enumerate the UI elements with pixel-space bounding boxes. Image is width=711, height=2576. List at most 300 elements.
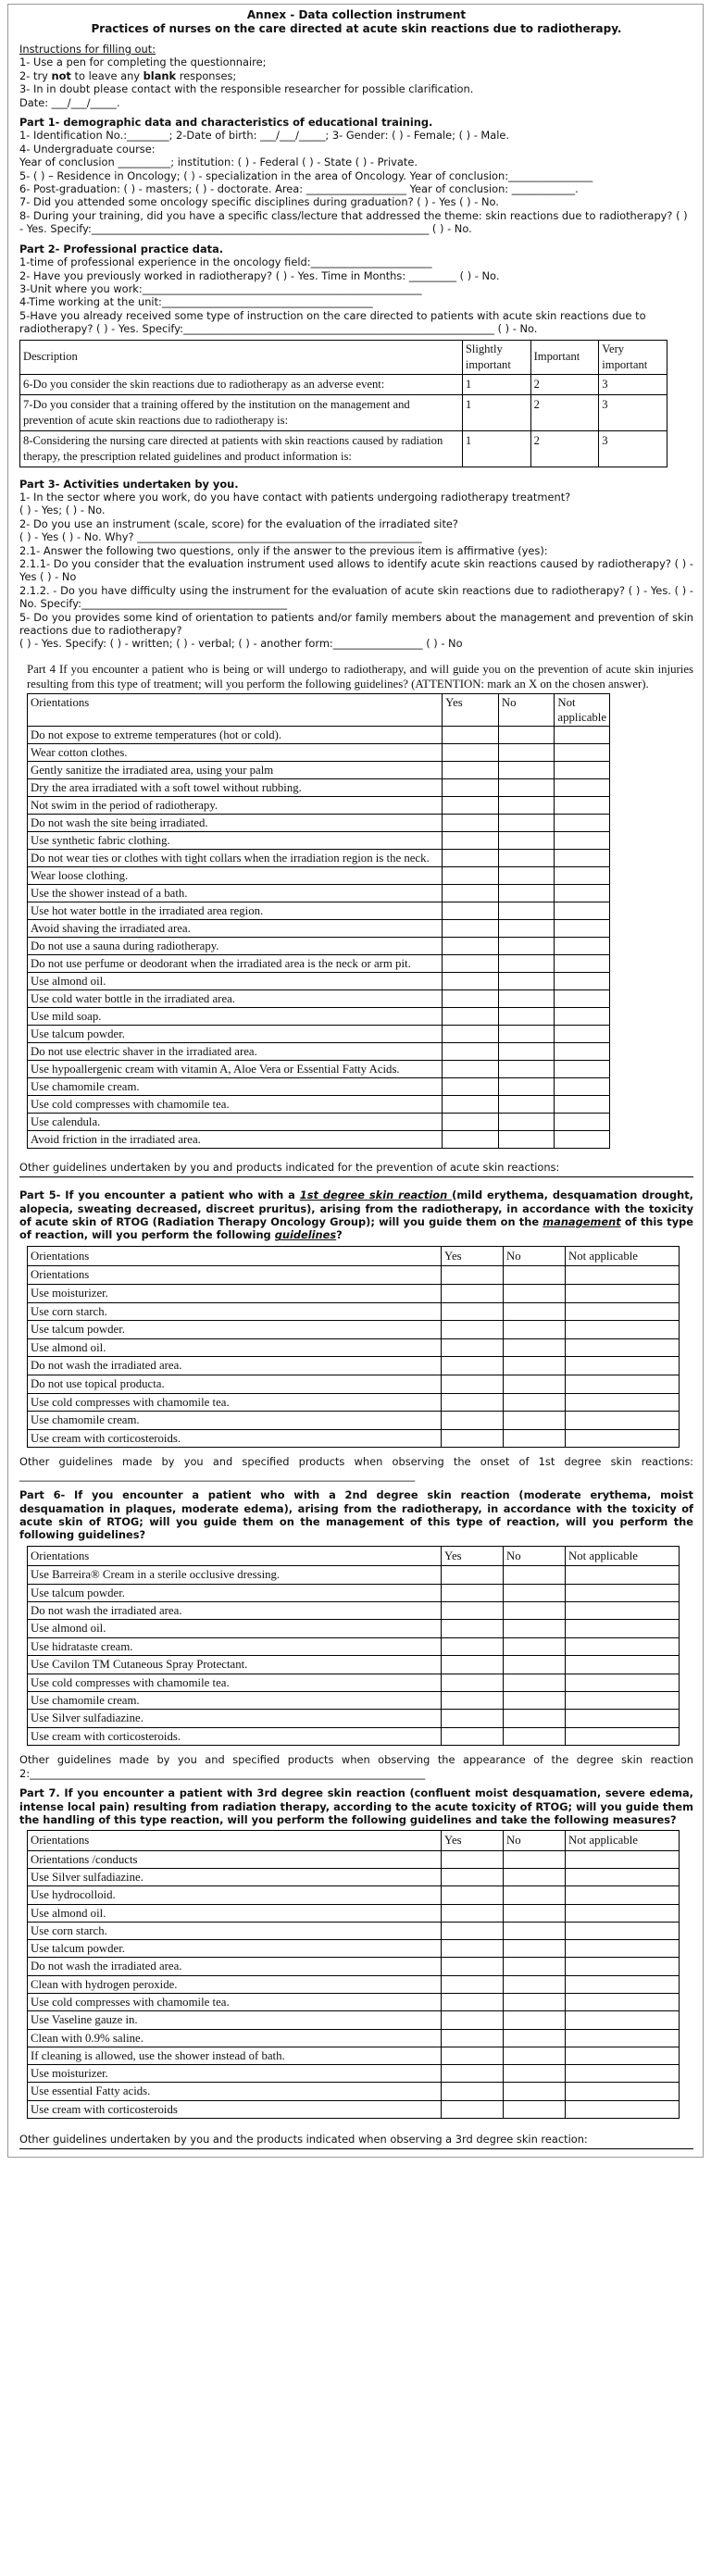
rating-option-cell[interactable]: 3: [599, 394, 667, 430]
part3-line-4: ( ) - Yes ( ) - No. Why? ______________________________________________________: [19, 530, 422, 544]
no-answer-cell[interactable]: [504, 1922, 566, 1939]
yes-answer-cell[interactable]: [442, 2029, 504, 2047]
header-not-applicable: Not applicable: [566, 1246, 680, 1266]
not-applicable-answer-cell[interactable]: [555, 1042, 610, 1060]
no-answer-cell[interactable]: [504, 1710, 566, 1727]
not-applicable-answer-cell[interactable]: [555, 1095, 610, 1113]
orientation-cell: Use chamomile cream.: [28, 1077, 443, 1095]
not-applicable-answer-cell[interactable]: [555, 1130, 610, 1148]
not-applicable-answer-cell[interactable]: [555, 919, 610, 937]
no-answer-cell[interactable]: [498, 1077, 555, 1095]
yes-answer-cell[interactable]: [443, 726, 499, 743]
not-applicable-answer-cell[interactable]: [555, 831, 610, 849]
table-row: [28, 1692, 680, 1710]
yes-answer-cell[interactable]: [443, 1113, 499, 1130]
header-description: Description: [20, 340, 463, 374]
yes-answer-cell[interactable]: [442, 1850, 504, 1868]
part2-line-3: 3-Unit where you work:_____________________________________________________: [19, 281, 422, 295]
header-yes: Yes: [442, 1546, 504, 1565]
yes-answer-cell[interactable]: [442, 1429, 504, 1448]
not-applicable-answer-cell[interactable]: [555, 849, 610, 866]
orientation-cell: Use cream with corticosteroids.: [28, 1429, 442, 1448]
not-applicable-answer-cell[interactable]: [566, 1338, 680, 1357]
importance-row: [20, 394, 667, 430]
not-applicable-answer-cell[interactable]: [566, 1429, 680, 1448]
table-row: [28, 1975, 680, 1993]
not-applicable-answer-cell[interactable]: [555, 796, 610, 814]
not-applicable-answer-cell[interactable]: [566, 1904, 680, 1922]
no-answer-cell[interactable]: [504, 1584, 566, 1601]
no-answer-cell[interactable]: [498, 1130, 555, 1148]
not-applicable-answer-cell[interactable]: [566, 1656, 680, 1674]
not-applicable-answer-cell[interactable]: [566, 2047, 680, 2064]
not-applicable-answer-cell[interactable]: [566, 1620, 680, 1637]
yes-answer-cell[interactable]: [443, 937, 499, 954]
part6-heading: Part 6- If you encounter a patient who with a 2nd degree skin reaction (moderate erythema, moist desquamation in plaques, moderate edema), arising from the radiotherapy, in accordance with the toxicity of acute skin of RTOG; will you guide them on the management of this type of reaction, will you perform the following guidelines?: [19, 1488, 693, 1542]
table-row: [28, 1095, 610, 1113]
no-answer-cell[interactable]: [498, 726, 555, 743]
part1-line-4: 5- ( ) – Residence in Oncology; ( ) - specialization in the area of Oncology. Year of conclusion:________________: [19, 168, 593, 182]
yes-answer-cell[interactable]: [442, 2047, 504, 2064]
not-applicable-answer-cell[interactable]: [566, 1321, 680, 1339]
orientation-cell: Use cold water bottle in the irradiated area.: [28, 989, 443, 1007]
yes-answer-cell[interactable]: [442, 1886, 504, 1904]
table-row: [28, 2100, 680, 2118]
yes-answer-cell[interactable]: [442, 1975, 504, 1993]
orientation-cell: Do not use perfume or deodorant when the irradiated area is the neck or arm pit.: [28, 954, 443, 972]
orientation-cell: If cleaning is allowed, use the shower instead of bath.: [28, 2047, 442, 2064]
orientation-cell: Clean with 0.9% saline.: [28, 2029, 442, 2047]
no-answer-cell[interactable]: [498, 814, 555, 831]
no-answer-cell[interactable]: [498, 849, 555, 866]
part3-body: [19, 491, 693, 651]
rating-option-cell[interactable]: 2: [530, 394, 599, 430]
rating-option-cell[interactable]: 1: [462, 374, 530, 394]
table-row: [28, 1113, 610, 1130]
no-answer-cell[interactable]: [504, 1674, 566, 1691]
yes-answer-cell[interactable]: [442, 1602, 504, 1620]
header-yes: Yes: [442, 1831, 504, 1850]
yes-answer-cell[interactable]: [442, 1338, 504, 1357]
orientation-cell: Use calendula.: [28, 1113, 443, 1130]
not-applicable-answer-cell[interactable]: [566, 1850, 680, 1868]
not-applicable-answer-cell[interactable]: [566, 2100, 680, 2118]
part6-table: [27, 1546, 680, 1746]
not-applicable-answer-cell[interactable]: [566, 1302, 680, 1321]
yes-answer-cell[interactable]: [442, 1940, 504, 1958]
header-very-important: Very important: [599, 340, 667, 374]
not-applicable-answer-cell[interactable]: [566, 1886, 680, 1904]
yes-answer-cell[interactable]: [442, 2011, 504, 2029]
table-row: [28, 884, 610, 902]
orientation-cell: Use corn starch.: [28, 1302, 442, 1321]
no-answer-cell[interactable]: [498, 778, 555, 796]
part7-table-header: [28, 1831, 680, 1850]
part3-line-9: ( ) - Yes. Specify: ( ) - written; ( ) - verbal; ( ) - another form:_________________ ( ) - No: [19, 637, 463, 651]
orientation-cell: Use synthetic fabric clothing.: [28, 831, 443, 849]
orientation-cell: Use Silver sulfadiazine.: [28, 1710, 442, 1727]
no-answer-cell[interactable]: [498, 1007, 555, 1025]
not-applicable-answer-cell[interactable]: [555, 1077, 610, 1095]
no-answer-cell[interactable]: [504, 2083, 566, 2100]
yes-answer-cell[interactable]: [443, 1077, 499, 1095]
instructions-heading: Instructions for filling out:: [19, 43, 156, 56]
question-cell: 6-Do you consider the skin reactions due to radiotherapy as an adverse event:: [20, 374, 463, 394]
table-row: [28, 1886, 680, 1904]
no-answer-cell[interactable]: [504, 1321, 566, 1339]
not-applicable-answer-cell[interactable]: [566, 1922, 680, 1939]
part7-table: [27, 1830, 680, 2119]
rating-option-cell[interactable]: 2: [530, 374, 599, 394]
orientation-cell: Use hypoallergenic cream with vitamin A, Aloe Vera or Essential Fatty Acids.: [28, 1060, 443, 1077]
orientation-cell: Avoid shaving the irradiated area.: [28, 919, 443, 937]
table-row: [28, 1868, 680, 1885]
no-answer-cell[interactable]: [498, 1060, 555, 1077]
not-applicable-answer-cell[interactable]: [555, 814, 610, 831]
orientation-cell: Use cream with corticosteroids.: [28, 1727, 442, 1745]
yes-answer-cell[interactable]: [442, 1375, 504, 1394]
yes-answer-cell[interactable]: [443, 1095, 499, 1113]
orientation-cell: Do not wear ties or clothes with tight collars when the irradiation region is the neck.: [28, 849, 443, 866]
no-answer-cell[interactable]: [504, 1412, 566, 1430]
rating-option-cell[interactable]: 2: [530, 430, 599, 467]
yes-answer-cell[interactable]: [442, 1357, 504, 1375]
no-answer-cell[interactable]: [498, 1042, 555, 1060]
yes-answer-cell[interactable]: [443, 954, 499, 972]
table-row: [28, 1710, 680, 1727]
part6-table-header: [28, 1546, 680, 1565]
not-applicable-answer-cell[interactable]: [566, 1868, 680, 1885]
not-applicable-answer-cell[interactable]: [566, 1674, 680, 1691]
table-row: [28, 1302, 680, 1321]
orientation-cell: Do not wash the irradiated area.: [28, 1958, 442, 1975]
not-applicable-answer-cell[interactable]: [555, 866, 610, 884]
orientation-cell: Avoid friction in the irradiated area.: [28, 1130, 443, 1148]
orientation-cell: Not swim in the period of radiotherapy.: [28, 796, 443, 814]
not-applicable-answer-cell[interactable]: [566, 1357, 680, 1375]
yes-answer-cell[interactable]: [442, 1584, 504, 1601]
no-answer-cell[interactable]: [504, 1656, 566, 1674]
yes-answer-cell[interactable]: [442, 1710, 504, 1727]
orientation-cell: Do not wash the irradiated area.: [28, 1357, 442, 1375]
no-answer-cell[interactable]: [498, 1025, 555, 1042]
part2-line-5: 5-Have you already received some type of instruction on the care directed to patients with acute skin reactions due to radiotherapy? ( ) - Yes. Specify:___________________________________________________________ ( ) - No.: [19, 308, 646, 336]
header-orientations: Orientations: [28, 1246, 442, 1266]
not-applicable-answer-cell[interactable]: [566, 2083, 680, 2100]
part3-line-6: 2.1.1- Do you consider that the evaluation instrument used allows to identify acute skin reactions caused by radiotherapy? ( ) - Yes ( ) - No: [19, 556, 693, 584]
part1-heading: Part 1- demographic data and characteristics of educational training.: [19, 116, 433, 130]
no-answer-cell[interactable]: [504, 1620, 566, 1637]
no-answer-cell[interactable]: [498, 796, 555, 814]
yes-answer-cell[interactable]: [442, 1868, 504, 1885]
no-answer-cell[interactable]: [504, 1993, 566, 2010]
rating-option-cell[interactable]: 1: [462, 430, 530, 467]
table-row: [28, 2065, 680, 2083]
no-answer-cell[interactable]: [504, 1429, 566, 1448]
not-applicable-answer-cell[interactable]: [566, 1566, 680, 1584]
no-answer-cell[interactable]: [504, 1727, 566, 1745]
orientation-cell: Dry the area irradiated with a soft towel without rubbing.: [28, 778, 443, 796]
table-row: [28, 1375, 680, 1394]
part3-line-2: ( ) - Yes; ( ) - No.: [19, 504, 106, 517]
not-applicable-answer-cell[interactable]: [566, 1692, 680, 1710]
table-row: [28, 2029, 680, 2047]
no-answer-cell[interactable]: [504, 1375, 566, 1394]
no-answer-cell[interactable]: [498, 1113, 555, 1130]
part1-line-7: 8- During your training, did you have a specific class/lecture that addressed the theme: skin reactions due to radiotherapy? ( ) - Yes. Specify:________________________________________________________________ ( ) - No.: [19, 208, 688, 236]
not-applicable-answer-cell[interactable]: [555, 937, 610, 954]
no-answer-cell[interactable]: [504, 2065, 566, 2083]
not-applicable-answer-cell[interactable]: [555, 1060, 610, 1077]
yes-answer-cell[interactable]: [443, 902, 499, 919]
not-applicable-answer-cell[interactable]: [555, 743, 610, 761]
document-title: Annex - Data collection instrument: [246, 8, 467, 21]
yes-answer-cell[interactable]: [442, 1692, 504, 1710]
no-answer-cell[interactable]: [498, 937, 555, 954]
orientation-cell: Use moisturizer.: [28, 2065, 442, 2083]
no-answer-cell[interactable]: [504, 1868, 566, 1885]
yes-answer-cell[interactable]: [442, 1266, 504, 1285]
yes-answer-cell[interactable]: [443, 1060, 499, 1077]
yes-answer-cell[interactable]: [442, 1993, 504, 2010]
part7-heading: Part 7. If you encounter a patient with 3rd degree skin reaction (confluent moist desquamation, severe edema, intense local pain) resulting from radiation therapy, according to the acute toxicity of RTOG; will you guide them the handling of this type reaction, will you perform the following guidelines and take the following measures?: [19, 1786, 693, 1826]
not-applicable-answer-cell[interactable]: [555, 884, 610, 902]
not-applicable-answer-cell[interactable]: [566, 2065, 680, 2083]
table-row: [28, 761, 610, 778]
no-answer-cell[interactable]: [504, 2100, 566, 2118]
date-field: Date: ___/___/_____.: [19, 95, 120, 109]
no-answer-cell[interactable]: [498, 989, 555, 1007]
not-applicable-answer-cell[interactable]: [566, 2029, 680, 2047]
yes-answer-cell[interactable]: [443, 1025, 499, 1042]
yes-answer-cell[interactable]: [442, 1727, 504, 1745]
no-answer-cell[interactable]: [498, 884, 555, 902]
not-applicable-answer-cell[interactable]: [566, 1958, 680, 1975]
not-applicable-answer-cell[interactable]: [566, 1393, 680, 1412]
orientation-cell: Use Barreira® Cream in a sterile occlusive dressing.: [28, 1566, 442, 1584]
yes-answer-cell[interactable]: [443, 919, 499, 937]
header-no: No: [498, 693, 555, 726]
no-answer-cell[interactable]: [504, 1602, 566, 1620]
not-applicable-answer-cell[interactable]: [566, 1993, 680, 2010]
not-applicable-answer-cell[interactable]: [566, 1412, 680, 1430]
part5-heading: Part 5- If you encounter a patient who with a 1st degree skin reaction (mild erythema, desquamation drought, alopecia, sweating decreased, discreet pruritus), arising from the radiotherapy, in accordance with the toxicity of acute skin of RTOG (Radiation Therapy Oncology Group); will you guide them on the management of this type of reaction, will you perform the following guidelines?: [19, 1188, 693, 1242]
table-row: [28, 1602, 680, 1620]
no-answer-cell[interactable]: [504, 1566, 566, 1584]
orientation-cell: Use talcum powder.: [28, 1584, 442, 1601]
no-answer-cell[interactable]: [498, 954, 555, 972]
no-answer-cell[interactable]: [504, 1975, 566, 1993]
part4-intro: Part 4 If you encounter a patient who is being or will undergo to radiotherapy, and will guide you on the prevention of acute skin injuries resulting from this type of treatment; will you perform the following guidelines? (ATTENTION: mark an X on the chosen answer).: [27, 662, 693, 691]
yes-answer-cell[interactable]: [442, 1674, 504, 1691]
part1-line-5: 6- Post-graduation: ( ) - masters; ( ) - doctorate. Area: ___________________ Year of conclusion: ____________.: [19, 182, 579, 196]
yes-answer-cell[interactable]: [442, 1412, 504, 1430]
orientation-cell: Use cold compresses with chamomile tea.: [28, 1674, 442, 1691]
not-applicable-answer-cell[interactable]: [555, 1007, 610, 1025]
yes-answer-cell[interactable]: [443, 761, 499, 778]
rating-option-cell[interactable]: 1: [462, 394, 530, 430]
table-row: [28, 1958, 680, 1975]
orientation-cell: Use mild soap.: [28, 1007, 443, 1025]
no-answer-cell[interactable]: [504, 1904, 566, 1922]
table-row: [28, 1266, 680, 1285]
yes-answer-cell[interactable]: [443, 972, 499, 989]
orientation-cell: Do not expose to extreme temperatures (hot or cold).: [28, 726, 443, 743]
orientation-cell: Use cold compresses with chamomile tea.: [28, 1993, 442, 2010]
not-applicable-answer-cell[interactable]: [566, 1266, 680, 1285]
yes-answer-cell[interactable]: [442, 1566, 504, 1584]
yes-answer-cell[interactable]: [442, 1393, 504, 1412]
yes-answer-cell[interactable]: [443, 831, 499, 849]
no-answer-cell[interactable]: [504, 2047, 566, 2064]
yes-answer-cell[interactable]: [443, 814, 499, 831]
yes-answer-cell[interactable]: [443, 778, 499, 796]
orientation-cell: Wear loose clothing.: [28, 866, 443, 884]
table-row: [28, 1060, 610, 1077]
part2-line-4: 4-Time working at the unit:________________________________________: [19, 295, 373, 309]
orientation-cell: Use hidrataste cream.: [28, 1637, 442, 1655]
part7-other: Other guidelines undertaken by you and the products indicated when observing a 3rd degree skin reaction:: [19, 2133, 588, 2147]
table-row: [28, 849, 610, 866]
yes-answer-cell[interactable]: [443, 989, 499, 1007]
header-important: Important: [530, 340, 599, 374]
yes-answer-cell[interactable]: [443, 743, 499, 761]
part1-line-6: 7- Did you attended some oncology specific disciplines during graduation? ( ) - Yes ( ) - No.: [19, 195, 499, 209]
not-applicable-answer-cell[interactable]: [566, 1975, 680, 1993]
yes-answer-cell[interactable]: [442, 2100, 504, 2118]
table-row: [28, 1393, 680, 1412]
not-applicable-answer-cell[interactable]: [566, 2011, 680, 2029]
yes-answer-cell[interactable]: [443, 1007, 499, 1025]
header-no: No: [504, 1246, 566, 1266]
part4-table-header: [28, 693, 610, 726]
not-applicable-answer-cell[interactable]: [555, 954, 610, 972]
yes-answer-cell[interactable]: [442, 1904, 504, 1922]
yes-answer-cell[interactable]: [442, 1302, 504, 1321]
table-row: [28, 1674, 680, 1691]
header-yes: Yes: [443, 693, 499, 726]
instruction-line-2: 2- try not to leave any blank responses;: [19, 68, 237, 82]
part5-other: Other guidelines made by you and specified products when observing the onset of 1st degree skin reactions: ___________________________________________________________________________: [19, 1455, 693, 1482]
no-answer-cell[interactable]: [498, 743, 555, 761]
table-row: [28, 866, 610, 884]
no-answer-cell[interactable]: [504, 1338, 566, 1357]
not-applicable-answer-cell[interactable]: [555, 972, 610, 989]
no-answer-cell[interactable]: [498, 919, 555, 937]
no-answer-cell[interactable]: [504, 1302, 566, 1321]
no-answer-cell[interactable]: [504, 2029, 566, 2047]
no-answer-cell[interactable]: [504, 1958, 566, 1975]
table-row: [28, 1620, 680, 1637]
yes-answer-cell[interactable]: [443, 1042, 499, 1060]
not-applicable-answer-cell[interactable]: [555, 989, 610, 1007]
not-applicable-answer-cell[interactable]: [566, 1285, 680, 1303]
yes-answer-cell[interactable]: [443, 884, 499, 902]
yes-answer-cell[interactable]: [442, 1958, 504, 1975]
part2-line-2: 2- Have you previously worked in radiotherapy? ( ) - Yes. Time in Months: _________ ( ) - No.: [19, 268, 500, 282]
yes-answer-cell[interactable]: [443, 849, 499, 866]
rating-option-cell[interactable]: 3: [599, 430, 667, 467]
yes-answer-cell[interactable]: [443, 796, 499, 814]
no-answer-cell[interactable]: [498, 866, 555, 884]
table-row: [28, 989, 610, 1007]
part1-line-3: Year of conclusion __________; institution: ( ) - Federal ( ) - State ( ) - Private.: [19, 156, 418, 169]
no-answer-cell[interactable]: [504, 1285, 566, 1303]
importance-table: [19, 340, 667, 467]
no-answer-cell[interactable]: [498, 902, 555, 919]
not-applicable-answer-cell[interactable]: [566, 1727, 680, 1745]
yes-answer-cell[interactable]: [442, 1656, 504, 1674]
table-row: [28, 796, 610, 814]
part1-line-1: 1- Identification No.:________; 2-Date of birth: ___/___/_____; 3- Gender: ( ) - Female; ( ) - Male.: [19, 129, 510, 143]
header-no: No: [504, 1831, 566, 1850]
not-applicable-answer-cell[interactable]: [566, 1637, 680, 1655]
rating-option-cell[interactable]: 3: [599, 374, 667, 394]
instruction-line-1: 1- Use a pen for completing the questionnaire;: [19, 56, 267, 69]
orientation-cell: Do not use electric shaver in the irradiated area.: [28, 1042, 443, 1060]
yes-answer-cell[interactable]: [442, 2083, 504, 2100]
not-applicable-answer-cell[interactable]: [555, 902, 610, 919]
part3-line-7: 2.1.2. - Do you have difficulty using the instrument for the evaluation of acute skin reactions due to radiotherapy? ( ) - Yes. ( ) - No. Specify:_______________________________________: [19, 583, 693, 611]
not-applicable-answer-cell[interactable]: [566, 1940, 680, 1958]
table-row: [28, 1357, 680, 1375]
no-answer-cell[interactable]: [504, 1940, 566, 1958]
no-answer-cell[interactable]: [504, 1393, 566, 1412]
yes-answer-cell[interactable]: [443, 1130, 499, 1148]
no-answer-cell[interactable]: [504, 1357, 566, 1375]
orientation-cell: Gently sanitize the irradiated area, using your palm: [28, 761, 443, 778]
no-answer-cell[interactable]: [498, 1095, 555, 1113]
yes-answer-cell[interactable]: [442, 1285, 504, 1303]
not-applicable-answer-cell[interactable]: [555, 778, 610, 796]
part4-table: [27, 693, 610, 1149]
no-answer-cell[interactable]: [504, 1637, 566, 1655]
yes-answer-cell[interactable]: [442, 1637, 504, 1655]
not-applicable-answer-cell[interactable]: [555, 761, 610, 778]
not-applicable-answer-cell[interactable]: [566, 1375, 680, 1394]
orientation-cell: Wear cotton clothes.: [28, 743, 443, 761]
no-answer-cell[interactable]: [504, 2011, 566, 2029]
orientation-cell: Orientations /conducts: [28, 1850, 442, 1868]
not-applicable-answer-cell[interactable]: [555, 726, 610, 743]
not-applicable-answer-cell[interactable]: [555, 1025, 610, 1042]
no-answer-cell[interactable]: [504, 1850, 566, 1868]
orientation-cell: Use chamomile cream.: [28, 1412, 442, 1430]
orientation-cell: Use cold compresses with chamomile tea.: [28, 1095, 443, 1113]
no-answer-cell[interactable]: [504, 1692, 566, 1710]
no-answer-cell[interactable]: [504, 1886, 566, 1904]
yes-answer-cell[interactable]: [442, 1620, 504, 1637]
no-answer-cell[interactable]: [498, 761, 555, 778]
header-not-applicable: Not applicable: [566, 1831, 680, 1850]
part3-heading: Part 3- Activities undertaken by you.: [19, 477, 239, 491]
orientation-cell: Do not use a sauna during radiotherapy.: [28, 937, 443, 954]
orientation-cell: Clean with hydrogen peroxide.: [28, 1975, 442, 1993]
yes-answer-cell[interactable]: [443, 866, 499, 884]
yes-answer-cell[interactable]: [442, 2065, 504, 2083]
yes-answer-cell[interactable]: [442, 1321, 504, 1339]
orientation-cell: Use Vaseline gauze in.: [28, 2011, 442, 2029]
not-applicable-answer-cell[interactable]: [566, 1584, 680, 1601]
orientation-cell: Do not wash the site being irradiated.: [28, 814, 443, 831]
yes-answer-cell[interactable]: [442, 1922, 504, 1939]
no-answer-cell[interactable]: [498, 972, 555, 989]
not-applicable-answer-cell[interactable]: [555, 1113, 610, 1130]
no-answer-cell[interactable]: [498, 831, 555, 849]
not-applicable-answer-cell[interactable]: [566, 1602, 680, 1620]
not-applicable-answer-cell[interactable]: [566, 1710, 680, 1727]
no-answer-cell[interactable]: [504, 1266, 566, 1285]
